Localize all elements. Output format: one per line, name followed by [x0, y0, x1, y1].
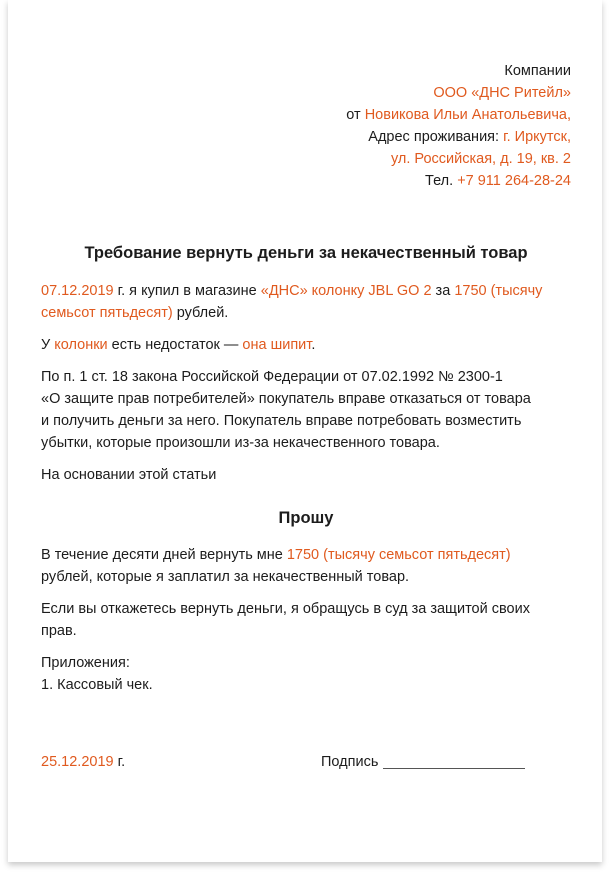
purchase-date: 07.12.2019: [41, 283, 114, 299]
defect-item: колонки: [54, 337, 108, 353]
addressee-address: [41, 126, 571, 148]
request-heading: Прошу: [278, 509, 334, 527]
paragraph-law: [41, 366, 571, 454]
purchase-store: «ДНС» колонку JBL GO 2: [260, 283, 432, 299]
defect-text-3: .: [311, 337, 316, 353]
address-city: г. Иркутск,: [503, 129, 571, 145]
defect-text-2: есть недостаток —: [107, 337, 243, 353]
defect-description: она шипит: [242, 337, 312, 353]
law-line-1: По п. 1 ст. 18 закона Российской Федерации от 07.02.1992 № 2300-1: [41, 369, 503, 385]
request-text-1: В течение десяти дней вернуть мне: [41, 547, 287, 563]
paragraph-purchase: [41, 280, 571, 324]
from-name: Новикова Ильи Анатольевича,: [364, 107, 571, 123]
paragraph-defect: [41, 334, 571, 356]
addressee-street: ул. Российская, д. 19, кв. 2: [390, 151, 571, 167]
footer-date-suffix: г.: [113, 754, 126, 770]
from-prefix: от: [346, 107, 365, 123]
signature-block: [321, 751, 525, 773]
footer-date-block: [41, 751, 125, 773]
footer-date: 25.12.2019: [41, 754, 114, 770]
addressee-phone: [41, 170, 571, 192]
court-line-2: прав.: [41, 623, 77, 639]
defect-text-1: У: [41, 337, 55, 353]
purchase-price-a: 1750 (тысячу: [454, 283, 543, 299]
request-text-2: рублей, которые я заплатил за некачественный товар.: [41, 569, 410, 585]
law-line-3: и получить деньги за него. Покупатель вправе потребовать возместить: [41, 413, 522, 429]
court-line-1: Если вы откажетесь вернуть деньги, я обращусь в суд за защитой своих: [41, 601, 530, 617]
law-line-4: убытки, которые произошли из-за некачественного товара.: [41, 435, 440, 451]
purchase-text-1: г. я купил в магазине: [113, 283, 261, 299]
purchase-price-b: семьсот пятьдесят): [41, 305, 173, 321]
attachments-label: Приложения:: [41, 655, 130, 671]
paragraph-request: [41, 544, 571, 588]
phone-prefix: Тел.: [425, 173, 458, 189]
law-line-2: «О защите прав потребителей» покупатель вправе отказаться от товара: [41, 391, 531, 407]
attachments-block: [41, 652, 571, 696]
purchase-text-2: за: [431, 283, 455, 299]
attachment-item-1: 1. Кассовый чек.: [41, 677, 153, 693]
addressee-from: [41, 104, 571, 126]
signature-line: [383, 768, 525, 769]
document-title: Требование вернуть деньги за некачественный товар: [84, 244, 528, 262]
address-prefix: Адрес проживания:: [368, 129, 504, 145]
phone-number: +7 911 264-28-24: [457, 173, 571, 189]
addressee-company: ООО «ДНС Ритейл»: [433, 85, 571, 101]
paragraph-court: [41, 598, 571, 642]
request-amount: 1750 (тысячу семьсот пятьдесят): [286, 547, 511, 563]
purchase-text-3: рублей.: [172, 305, 229, 321]
paragraph-basis: На основании этой статьи: [41, 467, 217, 483]
document-sheet: [8, 0, 602, 862]
addressee-line1: Компании: [504, 63, 571, 79]
signature-label: Подпись: [321, 754, 379, 770]
addressee-block: [41, 60, 571, 192]
